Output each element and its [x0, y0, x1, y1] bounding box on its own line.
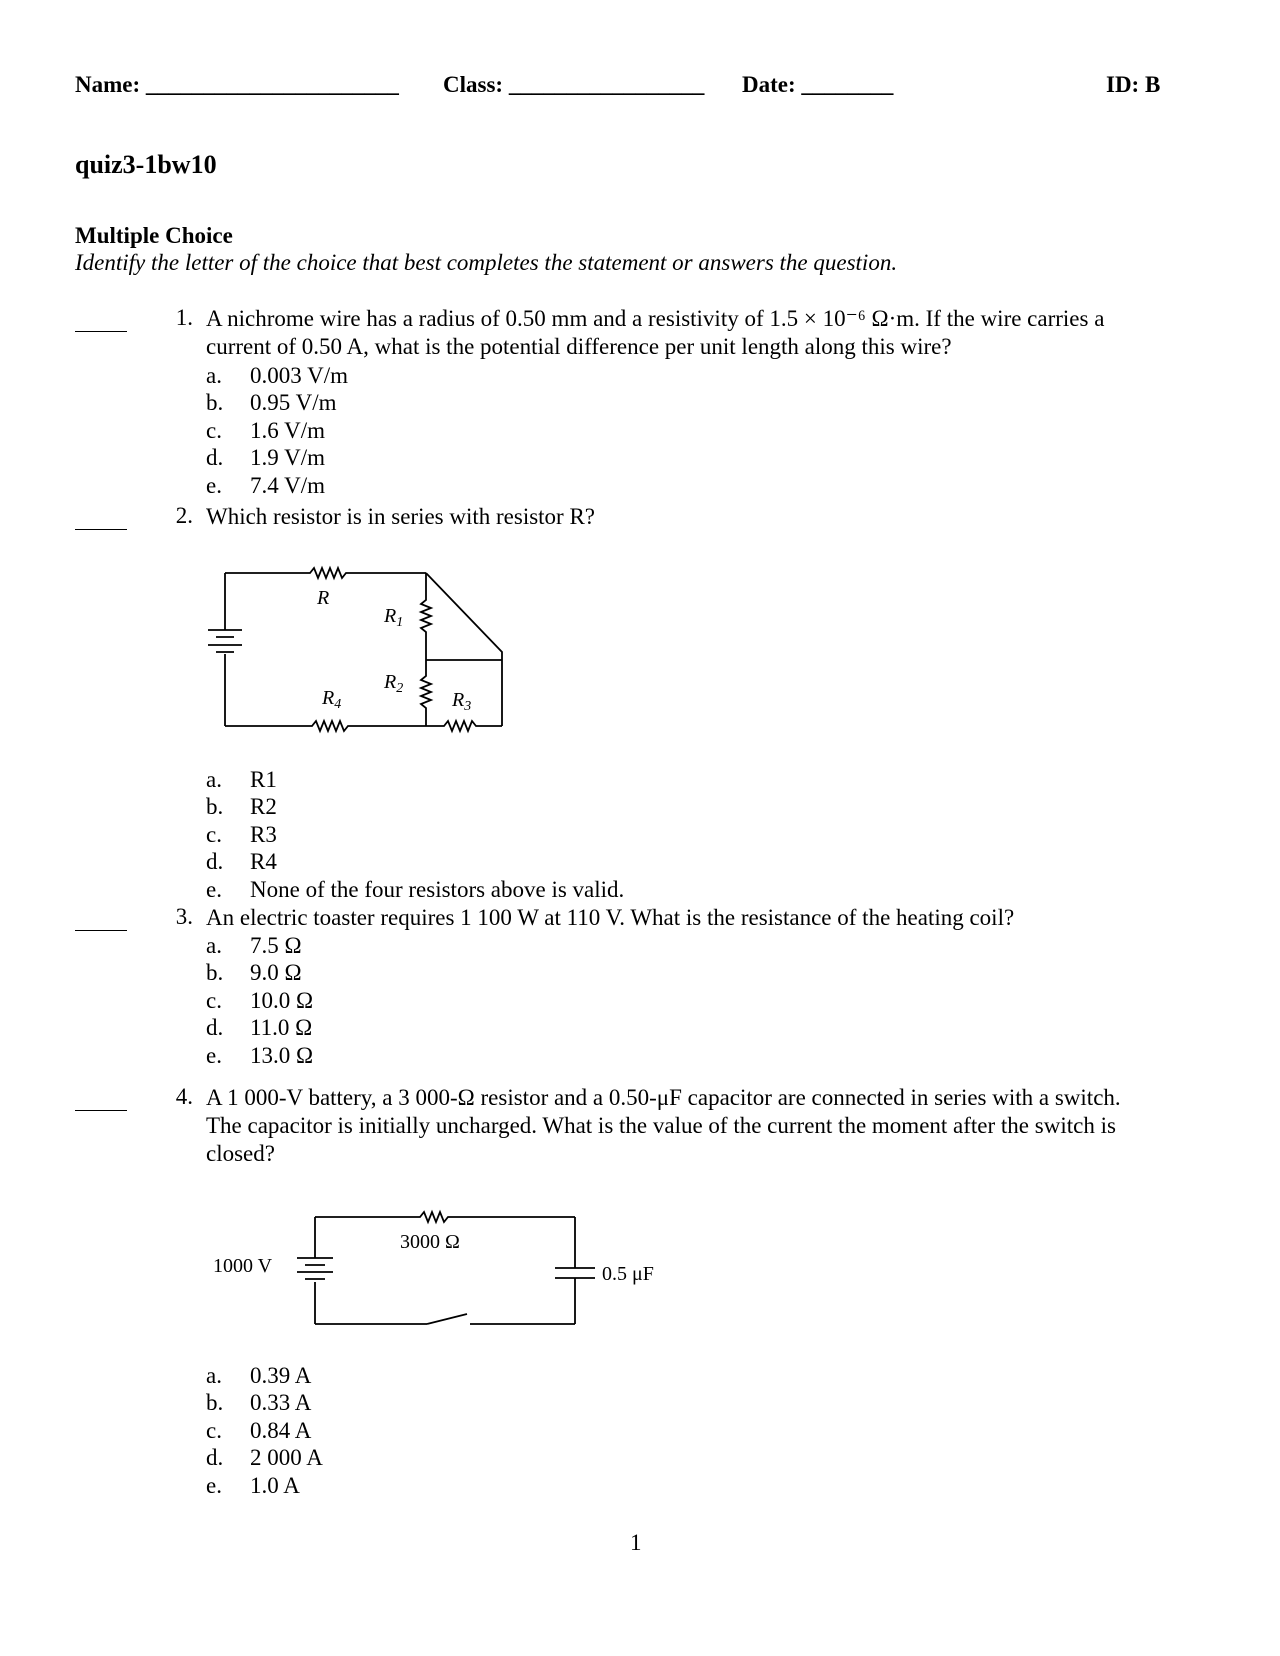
- option-d: d. R4: [206, 849, 277, 875]
- option-e: e. 1.0 A: [206, 1472, 300, 1498]
- circuit-diagram-q4: [205, 1200, 675, 1340]
- question-line: A 1 000-V battery, a 3 000-Ω resistor and a 0.50-μF capacitor are connected in series with a switch.: [206, 1085, 1121, 1110]
- answer-blank-q4[interactable]: [75, 1110, 127, 1111]
- option-e: e. 13.0 Ω: [206, 1042, 314, 1068]
- option-d: d. 2 000 A: [206, 1445, 323, 1471]
- resistor-r-wire: [225, 568, 426, 578]
- class-blank: _________________: [508, 72, 705, 97]
- option-b: b. R2: [206, 794, 277, 820]
- question-number: 4.: [175, 1084, 193, 1109]
- class-label: Class:: [443, 72, 504, 97]
- label-r3: $R_3$: [452, 689, 472, 714]
- answer-blank-q1[interactable]: [75, 331, 127, 332]
- question-text: [206, 1084, 1196, 1168]
- question-number: 2.: [175, 503, 193, 528]
- question-text: [206, 503, 1196, 531]
- label-r: R: [317, 587, 330, 609]
- header-name: [75, 72, 399, 98]
- option-c: c. 0.84 A: [206, 1417, 312, 1443]
- label-capacitor: 0.5 μF: [602, 1263, 654, 1285]
- header-date: [742, 72, 893, 98]
- label-r4: $R_4$: [322, 687, 342, 712]
- option-a: a. 0.39 A: [206, 1363, 312, 1388]
- question-line: current of 0.50 A, what is the potential difference per unit length along this wire?: [206, 334, 952, 359]
- question-number: 3.: [175, 904, 193, 929]
- question-line: The capacitor is initially uncharged. What is the value of the current the moment after the switch is: [206, 1113, 1116, 1138]
- answer-blank-q3[interactable]: [75, 930, 127, 931]
- option-c: c. 10.0 Ω: [206, 987, 314, 1013]
- options-q3: [206, 932, 313, 1069]
- label-r1: $R_1$: [384, 605, 404, 630]
- name-label: Name:: [75, 72, 141, 97]
- date-label: Date:: [742, 72, 796, 97]
- question-text: [206, 904, 1196, 932]
- question-line: A nichrome wire has a radius of 0.50 mm and a resistivity of 1.5 × 10⁻⁶ Ω·m. If the wire carries a: [206, 306, 1105, 331]
- option-a: a. R1: [206, 767, 277, 792]
- date-blank: ________: [801, 72, 894, 97]
- option-b: b. 0.95 V/m: [206, 390, 337, 416]
- option-c: c. 1.6 V/m: [206, 417, 325, 443]
- quiz-title: quiz3-1bw10: [75, 150, 217, 179]
- label-battery: 1000 V: [213, 1255, 273, 1277]
- option-e: e. 7.4 V/m: [206, 472, 325, 498]
- question-number: 1.: [175, 305, 193, 330]
- header-class: [443, 72, 704, 98]
- circuit-diagram-q2: [200, 558, 520, 743]
- option-b: b. 9.0 Ω: [206, 960, 302, 986]
- question-text: [206, 305, 1196, 361]
- name-blank: ______________________: [145, 72, 399, 97]
- question-line: An electric toaster requires 1 100 W at 110 V. What is the resistance of the heating coil?: [206, 905, 1015, 930]
- option-d: d. 1.9 V/m: [206, 445, 325, 471]
- question-line: closed?: [206, 1141, 275, 1166]
- answer-blank-q2[interactable]: [75, 529, 127, 530]
- question-line: Which resistor is in series with resistor R?: [206, 504, 596, 529]
- label-r2: $R_2$: [384, 671, 404, 696]
- option-e: e. None of the four resistors above is valid.: [206, 876, 625, 902]
- options-q2: [206, 766, 624, 903]
- option-b: b. 0.33 A: [206, 1390, 312, 1416]
- option-d: d. 11.0 Ω: [206, 1015, 313, 1041]
- header-id: ID: B: [1106, 72, 1161, 97]
- options-q1: [206, 362, 348, 499]
- options-q4: [206, 1362, 323, 1499]
- label-resistor: 3000 Ω: [400, 1231, 460, 1253]
- option-c: c. R3: [206, 821, 277, 847]
- section-title: Multiple Choice: [75, 223, 233, 248]
- page-number: 1: [630, 1530, 642, 1555]
- option-a: a. 0.003 V/m: [206, 363, 348, 388]
- option-a: a. 7.5 Ω: [206, 933, 302, 958]
- section-instructions: Identify the letter of the choice that best completes the statement or answers the question.: [75, 250, 898, 275]
